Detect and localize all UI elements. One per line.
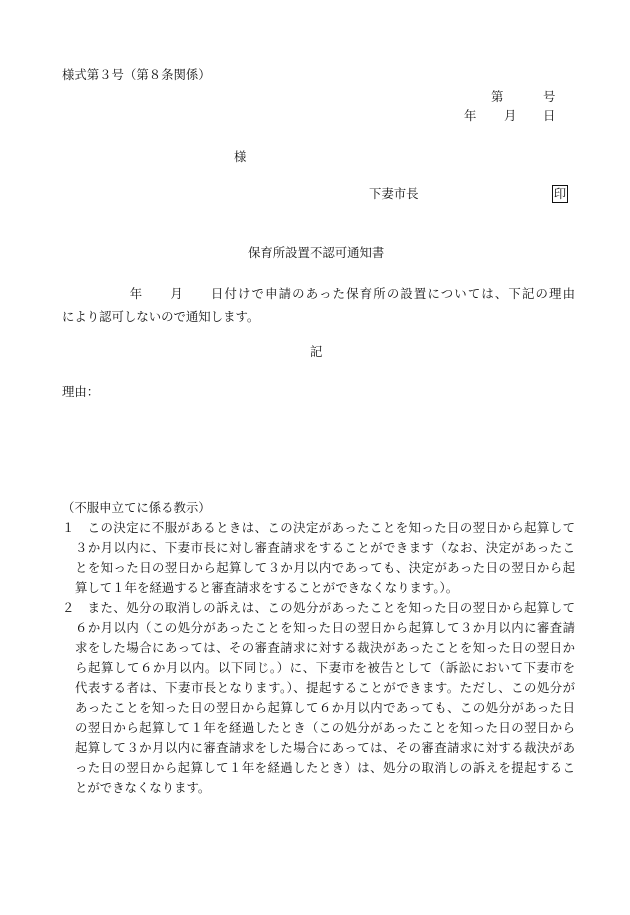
appeal-item-line: 起算して３か月以内に審査請求をした場合にあっては、その審査請求に対する裁決があ bbox=[75, 740, 575, 755]
issuer-name: 下妻市長 bbox=[369, 186, 419, 201]
appeal-item-line: 算して１年を経過すると審査請求をすることができなくなります。）。 bbox=[75, 580, 459, 595]
seal-mark: 印 bbox=[553, 186, 567, 201]
date-year-label: 年 bbox=[464, 108, 477, 123]
form-label: 様式第３号（第８条関係） bbox=[62, 67, 211, 82]
appeal-item-line: 求をした場合にあっては、その審査請求に対する裁決があったことを知った日の翌日か bbox=[75, 640, 575, 655]
appeal-item-line: ２ また、処分の取消しの訴えは、この処分があったことを知った日の翌日から起算して bbox=[62, 600, 575, 615]
appeal-notice-heading: （不服申立てに係る教示） bbox=[62, 500, 211, 515]
appeal-item-line: １ この決定に不服があるときは、この決定があったことを知った日の翌日から起算して bbox=[62, 520, 575, 535]
date-day-label: 日 bbox=[543, 108, 556, 123]
appeal-item-line: あったことを知った日の翌日から起算して６か月以内であっても、この処分があった日 bbox=[75, 700, 575, 715]
appeal-item-line: った日の翌日から起算して１年を経過したとき）は、処分の取消しの訴えを提起するこ bbox=[75, 760, 575, 775]
body-paragraph bbox=[62, 282, 575, 328]
appeal-item-line: とができなくなります。 bbox=[75, 780, 211, 795]
date-month-label: 月 bbox=[504, 108, 517, 123]
appeal-notice bbox=[62, 498, 575, 798]
appeal-item-2 bbox=[62, 598, 575, 798]
appeal-item-line: ６か月以内（この処分があったことを知った日の翌日から起算して３か月以内に審査請 bbox=[75, 620, 575, 635]
document-number-prefix: 第 bbox=[491, 89, 504, 104]
document-title: 保育所設置不認可通知書 bbox=[248, 245, 385, 260]
body-line: 年 月 日付けで申請のあった保育所の設置については、下記の理由 bbox=[62, 285, 575, 301]
appeal-item-line: 代表する者は、下妻市長となります。）、提起することができます。ただし、この処分が bbox=[75, 680, 575, 695]
reason-label: 理由： bbox=[62, 384, 100, 399]
appeal-item-1 bbox=[62, 518, 575, 598]
appeal-item-line: の翌日から起算して１年を経過したとき（この処分があったことを知った日の翌日から bbox=[75, 720, 575, 735]
appeal-item-line: とを知った日の翌日から起算して３か月以内であっても、決定があった日の翌日から起 bbox=[75, 560, 575, 575]
appeal-item-line: ら起算して６か月以内。以下同じ。）に、下妻市を被告として（訴訟において下妻市を bbox=[75, 660, 575, 675]
appeal-item-line: ３か月以内に、下妻市長に対し審査請求をすることができます（なお、決定があったこ bbox=[75, 540, 575, 555]
ki-heading: 記 bbox=[310, 344, 323, 359]
document-number-suffix: 号 bbox=[543, 89, 556, 104]
addressee-honorific: 様 bbox=[234, 149, 247, 164]
body-line: により認可しないので通知します。 bbox=[62, 308, 260, 324]
